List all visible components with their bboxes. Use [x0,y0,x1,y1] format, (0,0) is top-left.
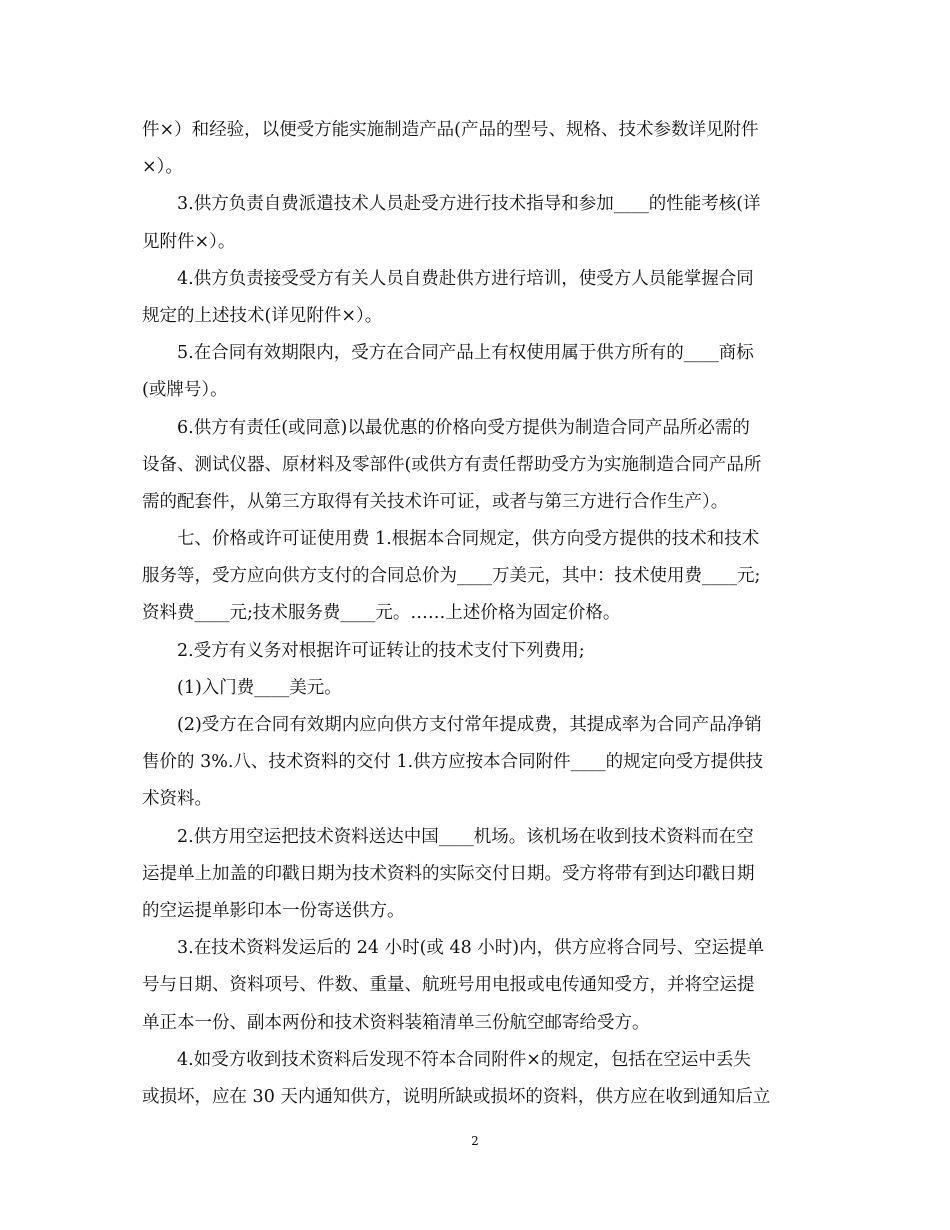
text-line: 见附件×）。 [142,231,236,252]
text-line: ×）。 [142,157,183,178]
text-line: 2.受方有义务对根据许可证转让的技术支付下列费用; [177,640,585,661]
text-line: 件×）和经验，以便受方能实施制造产品(产品的型号、规格、技术参数详见附件 [142,120,759,140]
text-line: 单正本一份、副本两份和技术资料装箱清单三份航空邮寄给受方。 [142,1012,650,1033]
text-line: 4.供方负责接受受方有关人员自费赴供方进行培训，使受方人员能掌握合同 [177,268,754,289]
text-line: (1)入门费____美元。 [177,677,342,698]
text-line: 5.在合同有效期限内，受方在合同产品上有权使用属于供方所有的____商标 [177,343,754,364]
text-line: 服务等，受方应向供方支付的合同总价为____万美元，其中：技术使用费____元; [142,566,761,587]
text-line: (或牌号）。 [142,380,228,401]
text-line: 6.供方有责任(或同意)以最优惠的价格向受方提供为制造合同产品所必需的 [177,417,750,438]
text-line: 3.供方负责自费派遣技术人员赴受方进行技术指导和参加____的性能考核(详 [177,194,761,215]
document-body [142,112,810,1116]
text-line: 七、价格或许可证使用费 1.根据本合同规定，供方向受方提供的技术和技术 [177,529,760,550]
text-line: 需的配套件，从第三方取得有关技术许可证，或者与第三方进行合作生产）。 [142,491,729,512]
text-line: 规定的上述技术(详见附件×）。 [142,305,383,326]
text-line: 资料费____元;技术服务费____元。……上述价格为固定价格。 [142,603,621,624]
text-line: (2)受方在合同有效期内应向供方支付常年提成费，其提成率为合同产品净销 [177,715,762,735]
text-line: 术资料。 [142,789,212,810]
text-line: 的空运提单影印本一份寄送供方。 [142,900,405,921]
text-line: 设备、测试仪器、原材料及零部件(或供方有责任帮助受方为实施制造合同产品所 [142,454,762,475]
text-line: 运提单上加盖的印戳日期为技术资料的实际交付日期。受方将带有到达印戳日期 [142,863,755,884]
text-line: 2.供方用空运把技术资料送达中国____机场。该机场在收到技术资料而在空 [177,826,754,847]
text-line: 号与日期、资料项号、件数、重量、航班号用电报或电传通知受方，并将空运提 [142,975,755,996]
page-number: 2 [471,1134,479,1148]
text-line: 或损坏，应在 30 天内通知供方，说明所缺或损坏的资料，供方应在收到通知后立 [142,1086,771,1107]
text-line: 4.如受方收到技术资料后发现不符本合同附件×的规定，包括在空运中丢失 [177,1049,751,1070]
text-line: 售价的 3%.八、技术资料的交付 1.供方应按本合同附件____的规定向受方提供技 [142,752,764,773]
text-line: 3.在技术资料发运后的 24 小时(或 48 小时)内，供方应将合同号、空运提单 [177,938,765,959]
